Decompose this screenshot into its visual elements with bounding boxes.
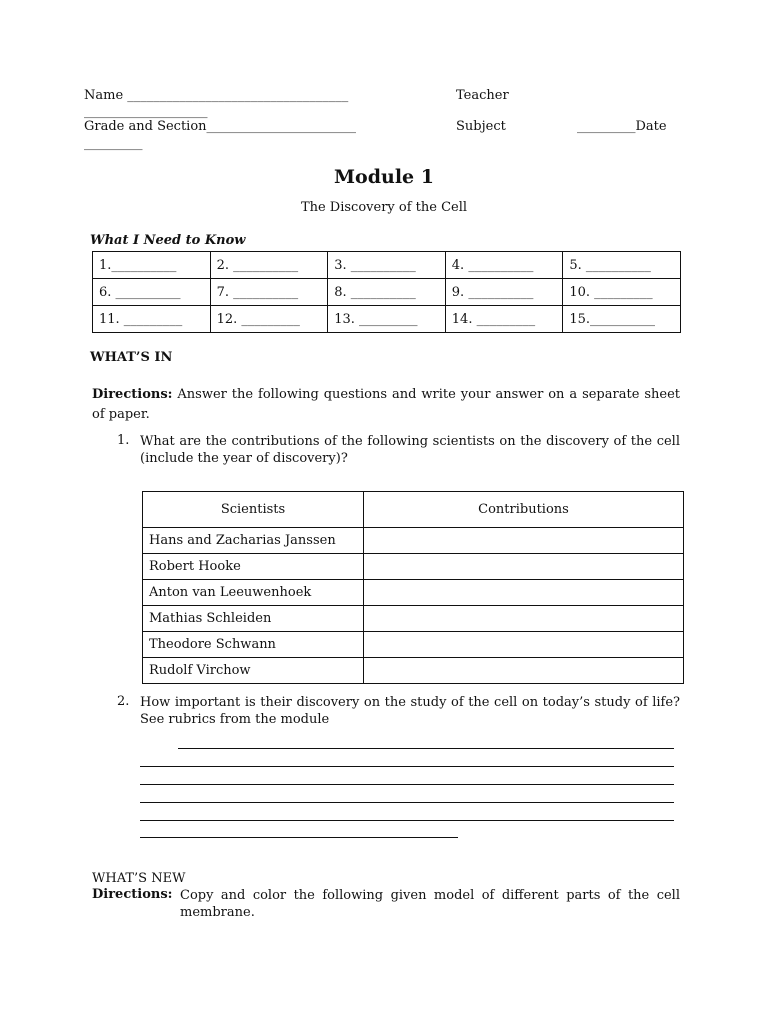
teacher-label: Teacher	[456, 88, 509, 103]
scientist-name-cell: Mathias Schleiden	[143, 606, 364, 632]
question-1-number: 1.	[117, 433, 130, 448]
answer-key-row	[93, 306, 681, 333]
answer-line[interactable]	[140, 820, 674, 821]
whats-in-heading: WHAT’S IN	[90, 350, 173, 365]
module-subtitle: The Discovery of the Cell	[300, 200, 468, 215]
answer-blank-cell[interactable]: 4. __________	[445, 252, 563, 279]
answer-blank-cell[interactable]: 12. _________	[210, 306, 328, 333]
answer-line[interactable]	[140, 784, 674, 785]
answer-blank-cell[interactable]: 2. __________	[210, 252, 328, 279]
whats-in-directions	[92, 385, 680, 425]
contribution-answer-cell[interactable]	[364, 528, 684, 554]
answer-blank-cell[interactable]: 14. _________	[445, 306, 563, 333]
scientist-row	[143, 554, 684, 580]
scientist-name-cell: Hans and Zacharias Janssen	[143, 528, 364, 554]
answer-blank-cell[interactable]: 3. __________	[328, 252, 446, 279]
whats-new-directions-text: Copy and color the following given model of different parts of the cell membrane.	[180, 888, 680, 920]
module-title: Module 1	[334, 166, 434, 188]
answer-blank-cell[interactable]: 6. __________	[93, 279, 211, 306]
answer-blank-cell[interactable]: 13. _________	[328, 306, 446, 333]
contribution-answer-cell[interactable]	[364, 632, 684, 658]
date-label: _________Date	[577, 119, 667, 134]
answer-blank-cell[interactable]: 11. _________	[93, 306, 211, 333]
contribution-answer-cell[interactable]	[364, 658, 684, 684]
scientist-row	[143, 606, 684, 632]
whats-new-directions-label: Directions:	[92, 887, 173, 902]
answer-blank-cell[interactable]: 7. __________	[210, 279, 328, 306]
scientist-name-cell: Rudolf Virchow	[143, 658, 364, 684]
contribution-answer-cell[interactable]	[364, 580, 684, 606]
grade-section-label: Grade and Section_______________________	[84, 119, 357, 134]
scientist-name-cell: Robert Hooke	[143, 554, 364, 580]
answer-blank-cell[interactable]: 5. __________	[563, 252, 681, 279]
what-i-need-to-know-heading: What I Need to Know	[90, 233, 246, 248]
directions-label: Directions:	[92, 387, 173, 402]
answer-line[interactable]	[140, 766, 674, 767]
answer-blank-cell[interactable]: 8. __________	[328, 279, 446, 306]
answer-key-row	[93, 279, 681, 306]
scientist-row	[143, 580, 684, 606]
answer-line[interactable]	[178, 748, 674, 749]
question-1-text: What are the contributions of the following scientists on the discovery of the cell (include the year of discovery)?	[140, 434, 680, 466]
scientist-name-cell: Anton van Leeuwenhoek	[143, 580, 364, 606]
answer-key-row	[93, 252, 681, 279]
subject-label: Subject	[456, 119, 506, 134]
whats-new-heading: WHAT’S NEW	[92, 871, 186, 886]
teacher-blank: ___________________	[84, 104, 208, 119]
answer-blank-cell[interactable]: 9. __________	[445, 279, 563, 306]
scientist-name-cell: Theodore Schwann	[143, 632, 364, 658]
scientist-row	[143, 632, 684, 658]
answer-blank-cell[interactable]: 1.__________	[93, 252, 211, 279]
question-2-number: 2.	[117, 694, 130, 709]
scientist-row	[143, 658, 684, 684]
answer-key-table	[92, 251, 681, 333]
answer-line[interactable]	[140, 837, 458, 838]
question-2-text: How important is their discovery on the study of the cell on today’s study of life? See rubrics from the module	[140, 695, 680, 727]
directions-text: Answer the following questions and write your answer on a separate sheet of paper.	[92, 387, 680, 422]
contributions-column-header: Contributions	[364, 492, 684, 528]
date-blank: _________	[84, 136, 143, 151]
scientists-column-header: Scientists	[143, 492, 364, 528]
answer-blank-cell[interactable]: 15.__________	[563, 306, 681, 333]
contribution-answer-cell[interactable]	[364, 606, 684, 632]
answer-line[interactable]	[140, 802, 674, 803]
scientist-row	[143, 528, 684, 554]
name-field-label: Name __________________________________	[84, 88, 349, 103]
contribution-answer-cell[interactable]	[364, 554, 684, 580]
answer-blank-cell[interactable]: 10. _________	[563, 279, 681, 306]
scientists-contributions-table	[142, 491, 684, 684]
